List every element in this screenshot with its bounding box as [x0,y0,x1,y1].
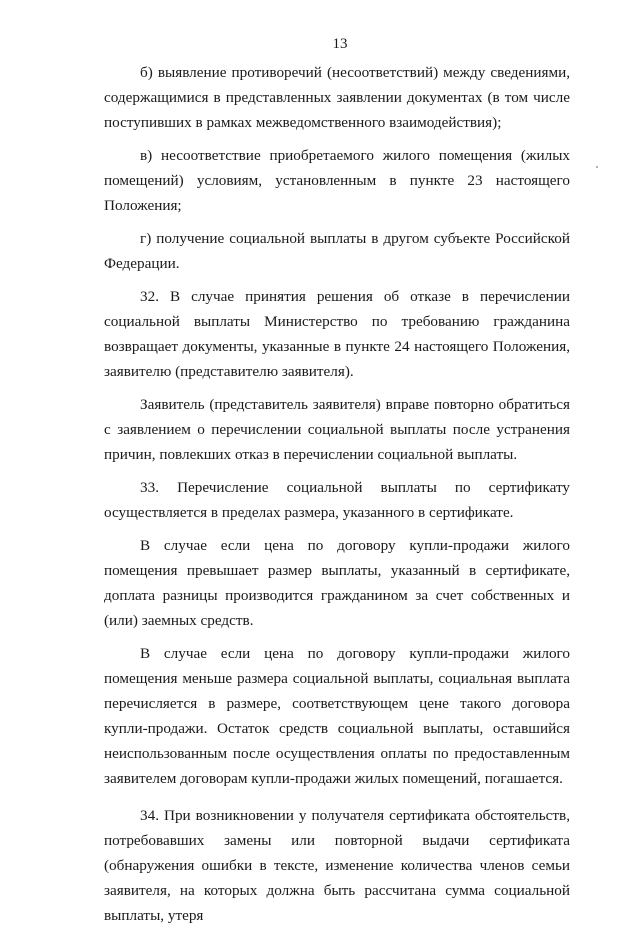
paragraph-33: 33. Перечисление социальной выплаты по сертификату осуществляется в пределах размера, указанного в сертификате. [104,479,570,521]
paragraph-32-reapply: Заявитель (представитель заявителя) вправе повторно обратиться с заявлением о перечислении социальной выплаты после устранения причин, повлекших отказ в перечислении социальной выплаты. [104,396,570,463]
document-body [104,60,570,936]
paragraph-33-remainder: В случае если цена по договору купли-продажи жилого помещения меньше размера социальной выплаты, социальная выплата перечисляется в размере, соответствующем цене такого договора купли-продажи. Остаток средств социальной выплаты, оставшийся неиспользованным после осуществления оплаты по предоставленным заявителем договорам купли-продажи жилых помещений, погашается. [104,645,570,787]
paragraph-34: 34. При возникновении у получателя сертификата обстоятельств, потребовавших замены или повторной выдачи сертификата (обнаружения ошибки в тексте, изменение количества членов семьи заявителя, на которых должна быть рассчитана сумма социальной выплаты, утеря [104,807,570,924]
scan-speck [596,166,598,168]
paragraph-b: б) выявление противоречий (несоответствий) между сведениями, содержащимися в представленных заявлении документах (в том числе поступивших в рамках межведомственного взаимодействия); [104,64,570,131]
paragraph-32: 32. В случае принятия решения об отказе в перечислении социальной выплаты Министерство по требованию гражданина возвращает документы, указанные в пункте 24 настоящего Положения, заявителю (представителю заявителя). [104,288,570,380]
paragraph-g: г) получение социальной выплаты в другом субъекте Российской Федерации. [104,230,570,272]
paragraph-v: в) несоответствие приобретаемого жилого помещения (жилых помещений) условиям, установленным в пункте 23 настоящего Положения; [104,147,570,214]
page-number: 13 [332,36,348,52]
paragraph-33-surcharge: В случае если цена по договору купли-продажи жилого помещения превышает размер выплаты, указанный в сертификате, доплата разницы производится гражданином за счет собственных и (или) заемных средств. [104,537,570,629]
